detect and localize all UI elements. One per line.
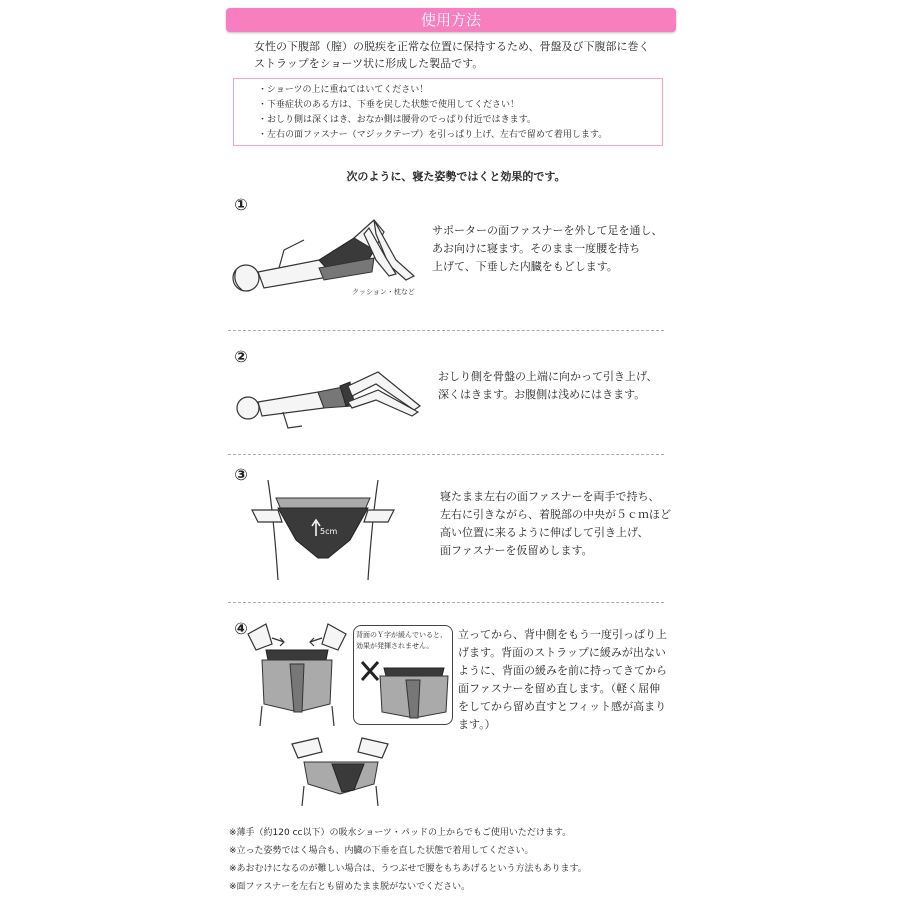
notes-box [233, 78, 663, 146]
step-4-illustration-wrong [358, 658, 450, 720]
divider [228, 330, 664, 331]
step-3-number: ③ [234, 465, 248, 484]
section-title: 使用方法 [226, 8, 676, 32]
step-3-line: 寝たまま左右の面ファスナーを両手で持ち、 [440, 490, 660, 503]
intro-line: 女性の下腹部（膣）の脱疾を正常な位置に保持するため、骨盤及び下腹部に巻く [254, 40, 650, 53]
step-3-text [440, 488, 671, 560]
footnotes [229, 824, 587, 896]
step-4-number: ④ [234, 619, 248, 638]
step-1-line: 上げて、下垂した内臓をもどします。 [432, 260, 618, 273]
step-2-number: ② [234, 347, 248, 366]
step-1-text [432, 222, 663, 276]
note-item: ・左右の面ファスナー（マジックテープ）を引っぱり上げ、左右で留めて着用します。 [258, 130, 608, 140]
step-4-line: 立ってから、背中側をもう一度引っぱり上 [458, 628, 667, 641]
footnote: ※面ファスナーを左右とも留めたまま脱がないでください。 [229, 882, 471, 892]
footnote: ※あおむけになるのが難しい場合は、うつぶせで腰をもちあげるという方法もあります。 [229, 864, 587, 874]
footnote: ※薄手（約120 cc以下）の吸水ショーツ・パッドの上からでもご使用いただけます。 [229, 828, 572, 838]
step-2-line: 深くはきます。お腹側は浅めにはきます。 [438, 388, 646, 401]
step-4-illustration-front [288, 734, 392, 806]
step-1-label: クッション・枕など [352, 288, 415, 296]
step-2-text [438, 368, 658, 404]
subtitle: 次のように、寝た姿勢ではくと効果的です。 [346, 170, 566, 183]
step-4-line: ます。） [458, 718, 496, 731]
step-4-line: 面ファスナーを留め直します。（軽く屈伸 [458, 682, 661, 695]
step-3-illustration [238, 480, 408, 580]
cross-mark-icon [362, 662, 378, 680]
footnote: ※立った姿勢ではく場合も、内臓の下垂を直した状態で着用してください。 [229, 846, 534, 856]
note-item: ・おしり側は深くはき、おなか側は腰骨のでっぱり付近ではきます。 [258, 115, 536, 125]
step-1-illustration [224, 210, 424, 300]
step-1-number: ① [234, 195, 248, 214]
note-item: ・下垂症状のある方は、下垂を戻した状態で使用してください！ [258, 100, 520, 110]
step-3-label: 5cm [320, 527, 338, 536]
step-4-line: をしてから留め直すとフィット感が高まり [458, 700, 667, 713]
divider [228, 454, 664, 455]
step-2-illustration [228, 362, 428, 437]
note-item: ・ショーツの上に重ねてはいてください！ [258, 85, 429, 95]
step-4-text [458, 626, 667, 734]
step-4-illustration-back [244, 620, 350, 726]
step-3-line: 高い位置に来るように伸ばして引き上げ、 [440, 526, 649, 539]
step-3-line: 面ファスナーを仮留めします。 [440, 544, 593, 557]
callout-text [356, 630, 452, 652]
step-1-line: サポーターの面ファスナーを外して足を通し、 [432, 224, 663, 237]
step-3-line: 左右に引きながら、着脱部の中央が５ｃｍほど [440, 508, 671, 521]
step-1-line: あお向けに寝ます。そのまま一度腰を持ち [432, 242, 641, 255]
intro-line: ストラップをショーツ状に形成した製品です。 [254, 57, 484, 70]
intro-text [254, 38, 674, 72]
callout-line: 背面のＹ字が緩んでいると、 [356, 631, 447, 639]
step-2-line: おしり側を骨盤の上端に向かって引き上げ、 [438, 370, 658, 383]
divider [228, 602, 664, 603]
step-4-line: げます。背面のストラップに緩みが出ない [458, 646, 666, 659]
callout-line: 効果が発揮されません。 [356, 642, 434, 650]
step-4-line: ように、背面の緩みを前に持ってきてから [458, 664, 667, 677]
